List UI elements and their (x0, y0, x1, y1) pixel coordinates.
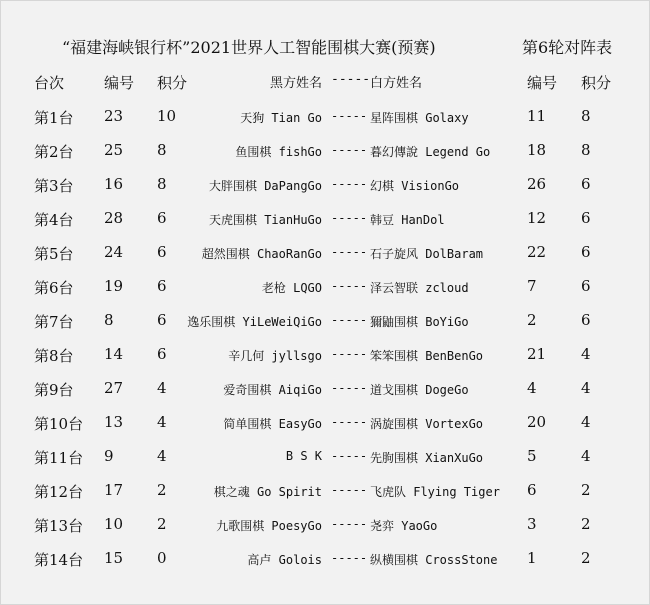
row-black-pts: 6 (157, 311, 167, 329)
row-table: 第2台 (34, 143, 74, 161)
row-black-name: 简单围棋 EasyGo (223, 417, 322, 431)
row-white-pts: 8 (581, 141, 591, 159)
row-black-no: 15 (104, 549, 124, 567)
row-white-name: 先朐围棋 XianXuGo (370, 451, 484, 465)
row-sep: ----- (331, 381, 368, 395)
row-black-pts: 6 (157, 345, 167, 363)
row-white-pts: 4 (581, 379, 591, 397)
row-white-name: 石子旋风 DolBaram (370, 247, 484, 261)
row-table: 第10台 (34, 415, 84, 433)
table-row (0, 107, 650, 127)
table-row (0, 141, 650, 161)
row-table: 第5台 (34, 245, 74, 263)
row-table: 第6台 (34, 279, 74, 297)
row-white-name: 星阵围棋 Golaxy (370, 111, 469, 125)
row-table: 第11台 (34, 449, 84, 467)
row-white-name: 笨笨围棋 BenBenGo (370, 349, 484, 363)
row-black-no: 14 (104, 345, 124, 363)
row-sep: ----- (331, 517, 368, 531)
row-black-name: 九歌围棋 PoesyGo (216, 519, 322, 533)
round-title: 第6轮对阵表 (522, 38, 613, 57)
row-black-no: 27 (104, 379, 124, 397)
row-sep: ----- (331, 551, 368, 565)
row-sep: ----- (331, 313, 368, 327)
row-black-no: 19 (104, 277, 124, 295)
row-black-pts: 0 (157, 549, 167, 567)
row-white-name: 涡旋围棋 VortexGo (370, 417, 484, 431)
row-table: 第13台 (34, 517, 84, 535)
row-black-pts: 6 (157, 243, 167, 261)
row-black-no: 13 (104, 413, 124, 431)
row-black-name: B S K (285, 449, 322, 463)
row-sep: ----- (331, 279, 368, 293)
header-white-pts: 积分 (581, 74, 612, 92)
row-sep: ----- (331, 211, 368, 225)
row-black-name: 鱼围棋 fishGo (235, 145, 322, 159)
row-black-name: 老枪 LQGO (261, 281, 322, 295)
row-sep: ----- (331, 177, 368, 191)
row-white-pts: 4 (581, 345, 591, 363)
row-white-pts: 6 (581, 243, 591, 261)
row-black-no: 8 (104, 311, 114, 329)
row-black-pts: 8 (157, 141, 167, 159)
row-white-no: 4 (527, 379, 537, 397)
table-row (0, 175, 650, 195)
row-white-no: 6 (527, 481, 537, 499)
row-black-no: 10 (104, 515, 124, 533)
header-black-pts: 积分 (157, 74, 188, 92)
row-white-pts: 6 (581, 277, 591, 295)
row-white-pts: 8 (581, 107, 591, 125)
row-black-pts: 4 (157, 447, 167, 465)
row-black-no: 25 (104, 141, 124, 159)
table-row (0, 515, 650, 535)
row-black-pts: 2 (157, 481, 167, 499)
table-row (0, 379, 650, 399)
document-title (0, 35, 650, 59)
row-white-no: 11 (527, 107, 547, 125)
row-black-pts: 8 (157, 175, 167, 193)
row-table: 第12台 (34, 483, 84, 501)
row-white-pts: 2 (581, 515, 591, 533)
row-black-name: 棋之魂 Go Spirit (213, 485, 322, 499)
row-white-no: 12 (527, 209, 547, 227)
table-row (0, 209, 650, 229)
row-black-name: 大胖围棋 DaPangGo (208, 179, 322, 193)
row-white-name: 泽云智联 zcloud (370, 281, 469, 295)
row-white-name: 韩豆 HanDol (370, 213, 445, 227)
header-table: 台次 (34, 74, 65, 92)
row-white-no: 22 (527, 243, 547, 261)
row-white-name: 纵横围棋 CrossStone (370, 553, 498, 567)
row-black-pts: 10 (157, 107, 177, 125)
row-black-pts: 2 (157, 515, 167, 533)
header-black-name: 黑方姓名 (269, 76, 322, 91)
table-row (0, 277, 650, 297)
row-black-name: 天虎围棋 TianHuGo (208, 213, 322, 227)
row-table: 第7台 (34, 313, 74, 331)
header-white-name: 白方姓名 (370, 76, 423, 91)
row-sep: ----- (331, 415, 368, 429)
row-black-no: 28 (104, 209, 124, 227)
row-white-no: 20 (527, 413, 547, 431)
row-black-name: 天狗 Tian Go (240, 111, 322, 125)
row-white-no: 2 (527, 311, 537, 329)
row-black-name: 逸乐围棋 YiLeWeiQiGo (187, 315, 322, 329)
table-row (0, 447, 650, 467)
row-white-name: 飞虎队 Flying Tiger (370, 485, 500, 499)
row-black-no: 24 (104, 243, 124, 261)
row-table: 第1台 (34, 109, 74, 127)
row-white-pts: 4 (581, 413, 591, 431)
row-black-no: 16 (104, 175, 124, 193)
row-table: 第9台 (34, 381, 74, 399)
row-black-no: 9 (104, 447, 114, 465)
row-white-name: 尧弈 YaoGo (370, 519, 438, 533)
row-white-no: 18 (527, 141, 547, 159)
table-row (0, 311, 650, 331)
header-white-no: 编号 (527, 74, 558, 92)
row-black-name: 超然围棋 ChaoRanGo (201, 247, 322, 261)
header-black-no: 编号 (104, 74, 135, 92)
row-white-pts: 6 (581, 175, 591, 193)
row-white-pts: 6 (581, 209, 591, 227)
row-black-no: 17 (104, 481, 124, 499)
header-sep: ----- (331, 72, 371, 87)
row-white-name: 暮幻傳說 Legend Go (370, 145, 491, 159)
row-black-name: 爱奇围棋 AiqiGo (223, 383, 322, 397)
row-black-no: 23 (104, 107, 124, 125)
row-sep: ----- (331, 483, 368, 497)
row-table: 第4台 (34, 211, 74, 229)
row-black-pts: 4 (157, 413, 167, 431)
row-white-no: 3 (527, 515, 537, 533)
row-sep: ----- (331, 109, 368, 123)
row-sep: ----- (331, 143, 368, 157)
row-black-pts: 4 (157, 379, 167, 397)
tournament-title: “福建海峡银行杯”2021世界人工智能围棋大赛(预赛) (62, 38, 436, 57)
row-white-name: 獮鼬围棋 BoYiGo (370, 315, 469, 329)
row-table: 第14台 (34, 551, 84, 569)
row-white-no: 5 (527, 447, 537, 465)
row-white-name: 幻棋 VisionGo (370, 179, 460, 193)
row-black-pts: 6 (157, 277, 167, 295)
row-black-name: 高卢 Golois (247, 553, 322, 567)
row-table: 第8台 (34, 347, 74, 365)
table-row (0, 413, 650, 433)
row-white-pts: 2 (581, 549, 591, 567)
row-white-no: 7 (527, 277, 537, 295)
table-row (0, 345, 650, 365)
row-white-pts: 4 (581, 447, 591, 465)
row-white-no: 21 (527, 345, 547, 363)
table-row (0, 243, 650, 263)
table-row (0, 549, 650, 569)
row-white-name: 道戈围棋 DogeGo (370, 383, 469, 397)
row-black-pts: 6 (157, 209, 167, 227)
row-white-pts: 2 (581, 481, 591, 499)
row-table: 第3台 (34, 177, 74, 195)
row-sep: ----- (331, 449, 368, 463)
row-white-no: 26 (527, 175, 547, 193)
row-white-pts: 6 (581, 311, 591, 329)
row-white-no: 1 (527, 549, 537, 567)
row-sep: ----- (331, 347, 368, 361)
table-header (0, 72, 650, 92)
table-row (0, 481, 650, 501)
row-black-name: 辛几何 jyllsgo (228, 349, 322, 363)
row-sep: ----- (331, 245, 368, 259)
